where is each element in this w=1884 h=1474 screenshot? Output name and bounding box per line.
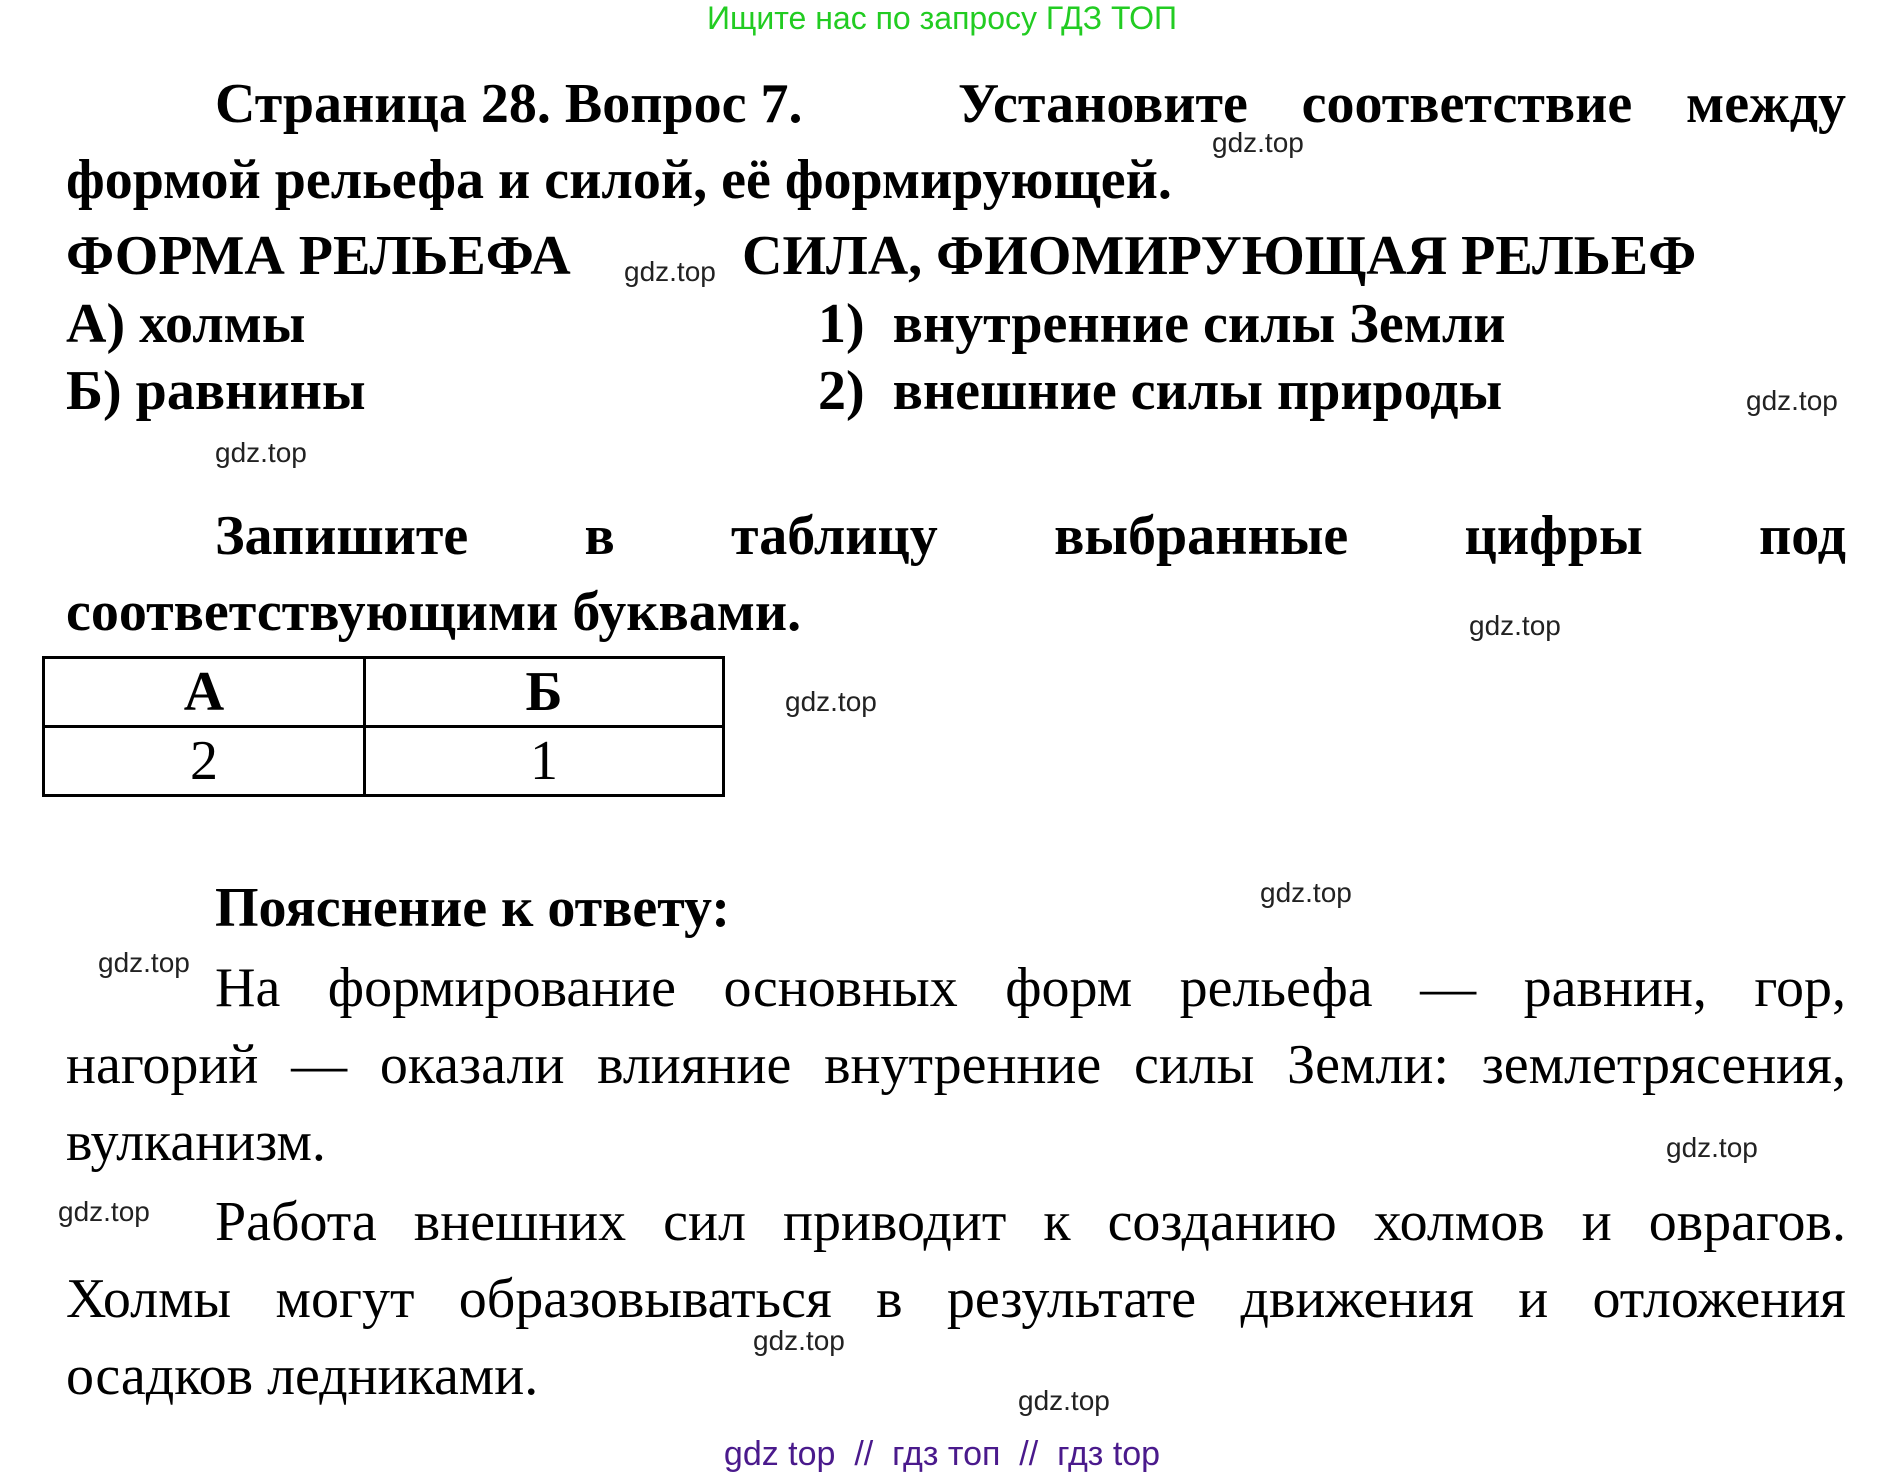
- explanation-heading: Пояснение к ответу:: [215, 877, 730, 939]
- instruction-line2: соответствующими буквами.: [66, 581, 802, 643]
- word: холмов: [1373, 1191, 1545, 1253]
- word: внутренние: [824, 1034, 1102, 1096]
- table-header-b: Б: [365, 658, 724, 727]
- word: образовываться: [458, 1268, 832, 1330]
- option-text: внешние силы природы: [892, 360, 1503, 422]
- option-label: А): [66, 293, 126, 355]
- word: землетрясения,: [1481, 1034, 1846, 1096]
- word: отложения: [1592, 1268, 1846, 1330]
- option-2: [818, 359, 1502, 423]
- word: таблицу: [731, 505, 938, 567]
- word: —: [1420, 957, 1477, 1019]
- word: равнин,: [1523, 957, 1707, 1019]
- word: результате: [946, 1268, 1197, 1330]
- option-text: внутренние силы Земли: [892, 293, 1506, 355]
- word: Запишите: [215, 505, 469, 567]
- word: движения: [1240, 1268, 1474, 1330]
- word: цифры: [1464, 505, 1643, 567]
- option-b: [66, 359, 366, 423]
- explanation-p2-line2: [66, 1267, 1846, 1331]
- option-text: холмы: [139, 293, 306, 355]
- word: силы: [1133, 1034, 1255, 1096]
- word: и: [1518, 1268, 1549, 1330]
- word: в: [584, 505, 615, 567]
- explanation-p2-line1: [215, 1190, 1846, 1254]
- word: сил: [663, 1191, 746, 1253]
- word: под: [1758, 505, 1846, 567]
- table-header-row: [44, 658, 724, 727]
- watermark: gdz.top: [753, 1325, 845, 1356]
- word: Земли:: [1287, 1034, 1449, 1096]
- word: в: [876, 1268, 903, 1330]
- left-column-header: ФОРМА РЕЛЬЕФА: [66, 225, 571, 287]
- word: рельефа: [1179, 957, 1373, 1019]
- option-label: Б): [66, 360, 122, 422]
- option-label: 1): [818, 293, 865, 355]
- table-cell-b: 1: [365, 727, 724, 796]
- word: выбранные: [1054, 505, 1349, 567]
- word: между: [1686, 73, 1846, 135]
- right-column-header: СИЛА, ФИОМИРУЮЩАЯ РЕЛЬЕФ: [742, 225, 1697, 287]
- word: влияние: [597, 1034, 792, 1096]
- explanation-p2-line3: осадков ледниками.: [66, 1345, 539, 1407]
- word: На: [215, 957, 281, 1019]
- option-text: равнины: [135, 360, 366, 422]
- option-1: [818, 292, 1506, 356]
- question-text-line2: формой рельефа и силой, её формирующей.: [66, 149, 1172, 211]
- word: гор,: [1754, 957, 1846, 1019]
- watermark: gdz.top: [785, 686, 877, 717]
- table-row: [44, 727, 724, 796]
- footer-links: gdz top // гдз топ // гдз top: [723, 1435, 1161, 1473]
- watermark: gdz.top: [624, 256, 716, 287]
- watermark: gdz.top: [1018, 1385, 1110, 1416]
- word: оврагов.: [1648, 1191, 1846, 1253]
- word: и: [1581, 1191, 1612, 1253]
- word: Установите: [958, 73, 1248, 135]
- word: соответствие: [1301, 73, 1633, 135]
- word: —: [291, 1034, 348, 1096]
- option-label: 2): [818, 360, 865, 422]
- word: нагорий: [66, 1034, 259, 1096]
- explanation-p1-line1: [215, 956, 1846, 1020]
- watermark: gdz.top: [1746, 385, 1838, 416]
- explanation-p1-line2: [66, 1033, 1846, 1097]
- word: основных: [723, 957, 958, 1019]
- option-a: [66, 292, 306, 356]
- word: форм: [1005, 957, 1133, 1019]
- word: внешних: [413, 1191, 627, 1253]
- table-header-a: А: [44, 658, 365, 727]
- watermark: gdz.top: [1212, 127, 1304, 158]
- instruction-line1: [215, 504, 1846, 568]
- word: Работа: [215, 1191, 377, 1253]
- question-label: Страница 28. Вопрос 7.: [215, 73, 803, 135]
- watermark: gdz.top: [1666, 1132, 1758, 1163]
- word: приводит: [782, 1191, 1007, 1253]
- word: формирование: [327, 957, 676, 1019]
- word: созданию: [1107, 1191, 1337, 1253]
- watermark: gdz.top: [98, 947, 190, 978]
- question-text-line1: [958, 72, 1846, 136]
- watermark: gdz.top: [1469, 610, 1561, 641]
- table-cell-a: 2: [44, 727, 365, 796]
- word: оказали: [379, 1034, 565, 1096]
- answer-table: [42, 656, 725, 797]
- watermark: gdz.top: [215, 437, 307, 468]
- word: Холмы: [66, 1268, 232, 1330]
- watermark: gdz.top: [1260, 877, 1352, 908]
- word: могут: [275, 1268, 415, 1330]
- word: к: [1043, 1191, 1071, 1253]
- explanation-p1-line3: вулканизм.: [66, 1111, 326, 1173]
- watermark: gdz.top: [58, 1196, 150, 1227]
- search-banner: Ищите нас по запросу ГДЗ ТОП: [707, 0, 1177, 36]
